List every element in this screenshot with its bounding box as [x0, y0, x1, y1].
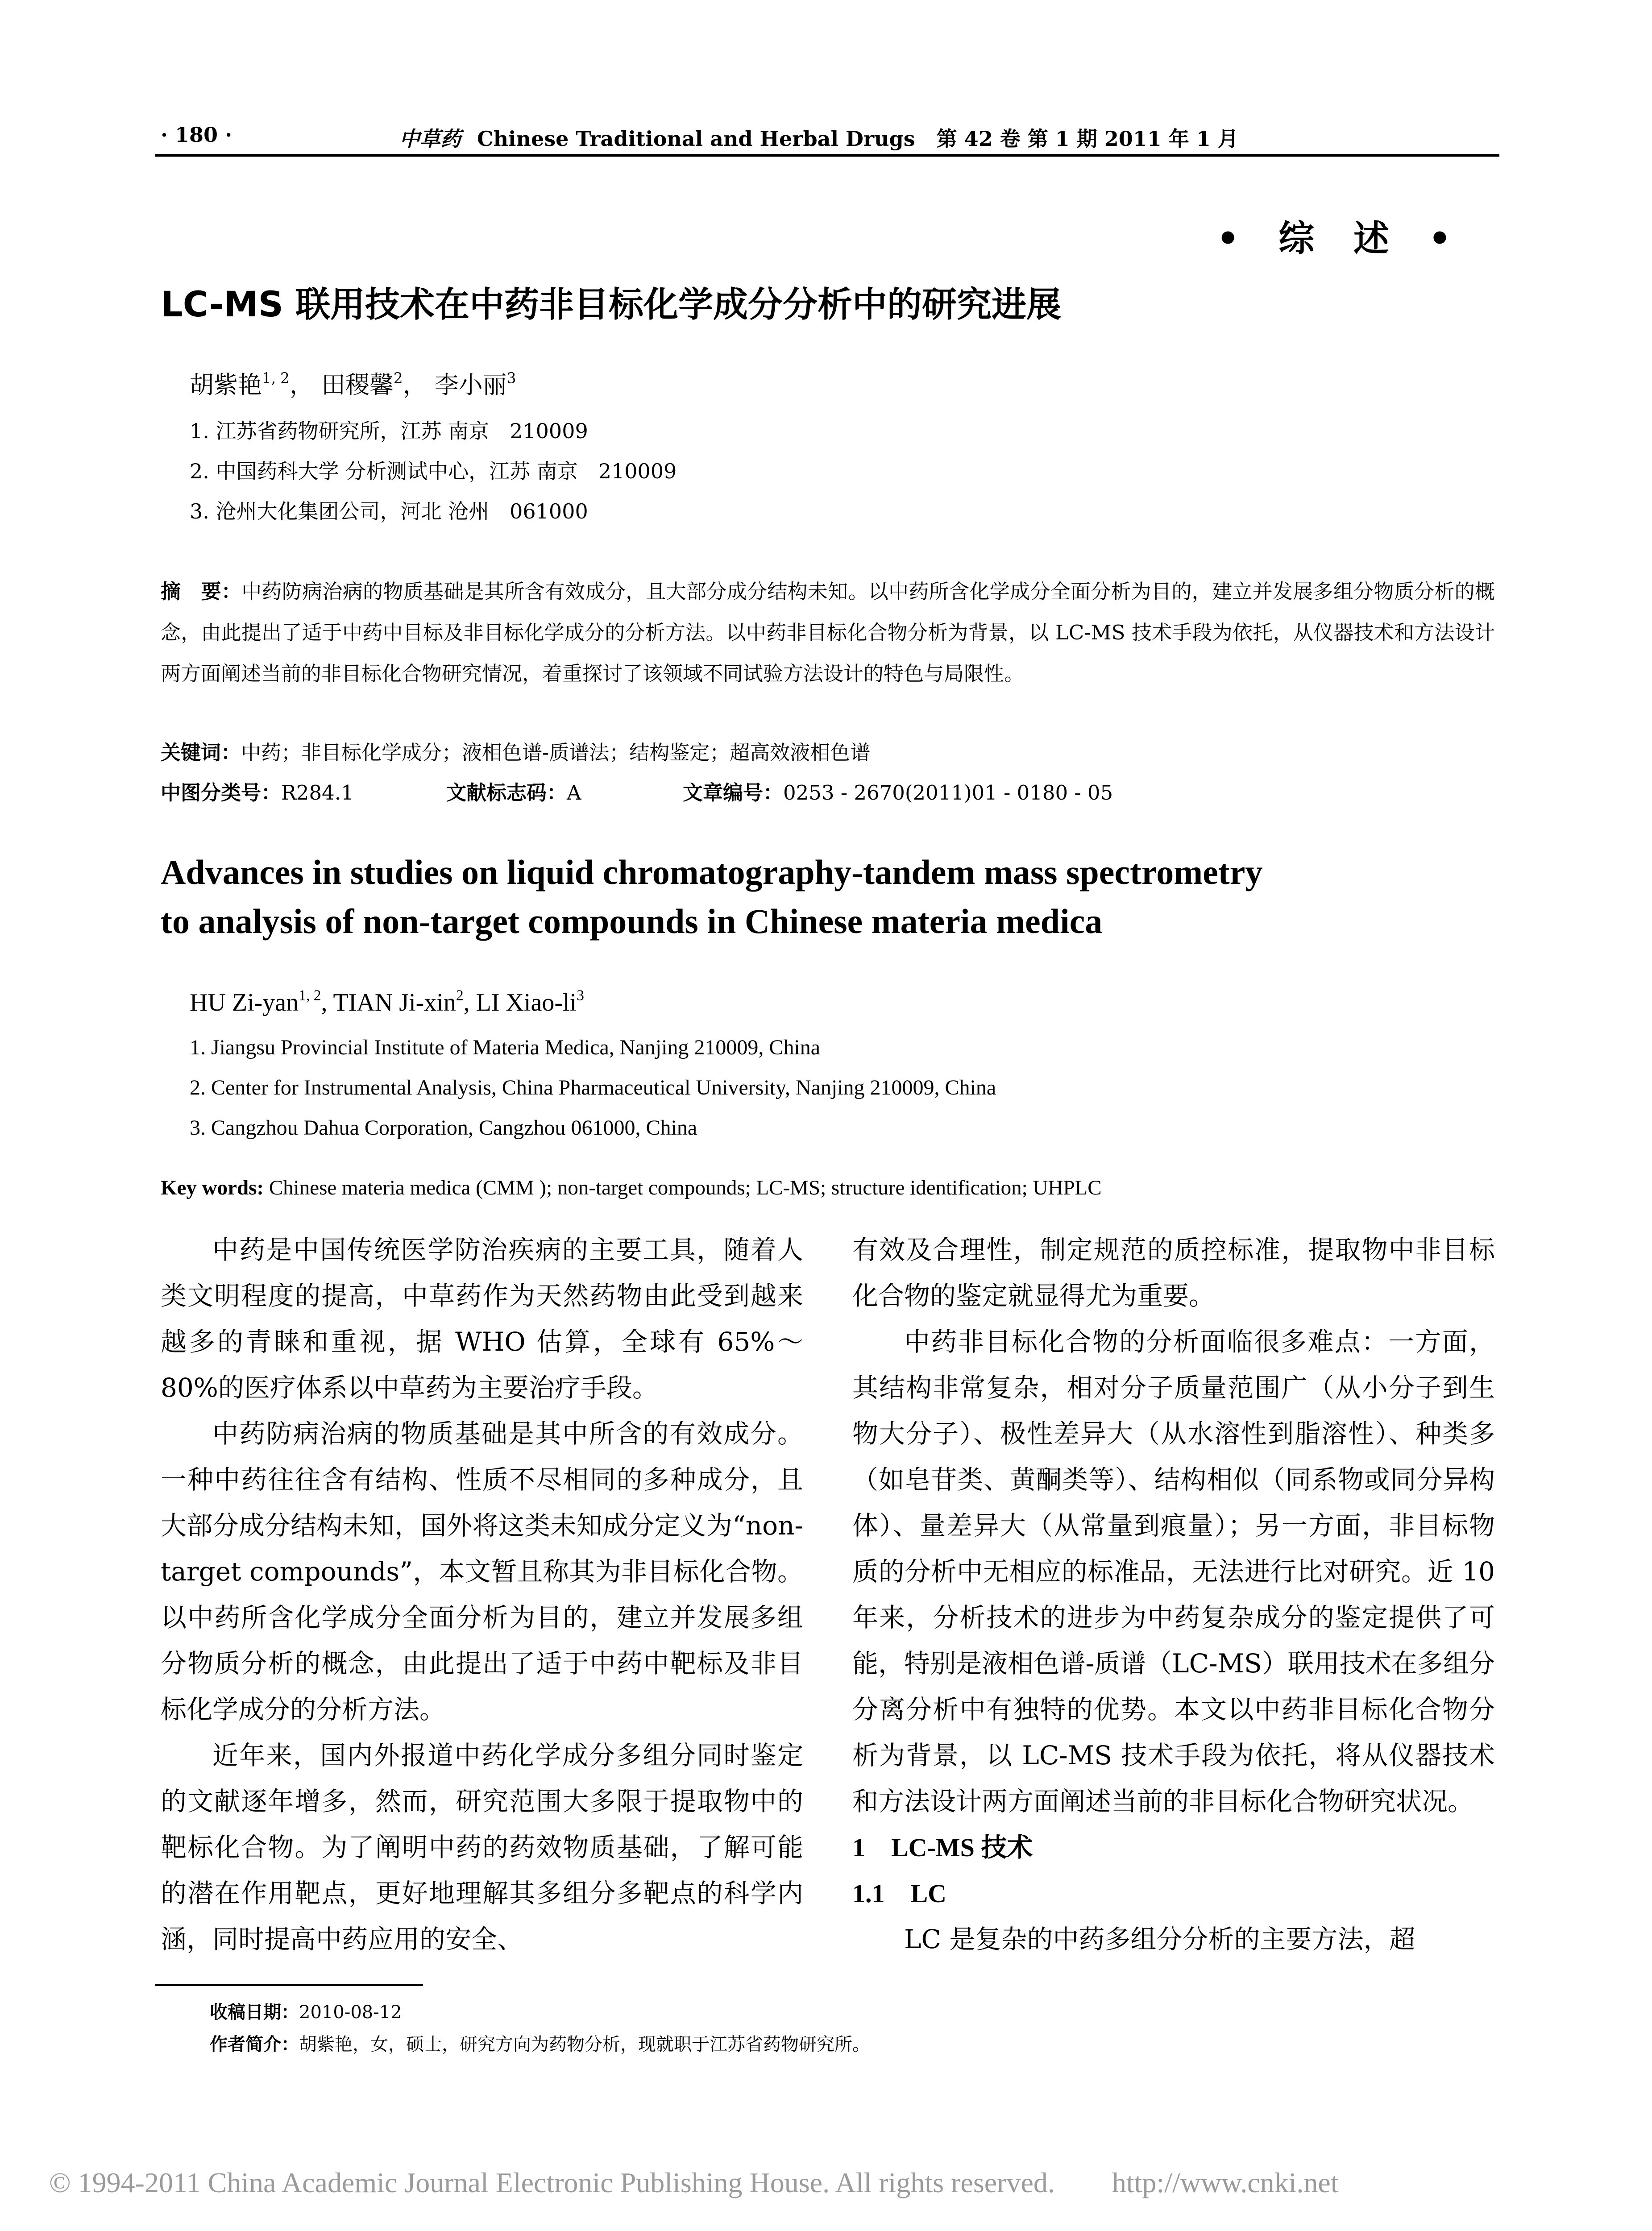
copyright-notice: © 1994-2011 China Academic Journal Electronic Publishing House. All rights reserved. http://www.cnki.net [49, 2167, 1339, 2198]
author-name: LI Xiao-li [476, 989, 577, 1016]
keywords-cn [161, 736, 870, 765]
received-date: 2010-08-12 [299, 2002, 402, 2023]
author-name: 李小丽 [434, 371, 507, 399]
doc-code-value: A [567, 781, 581, 804]
article-number-value: 0253 - 2670(2011)01 - 0180 - 05 [783, 781, 1113, 804]
running-header [399, 123, 1238, 152]
body-paragraph-continuation: 有效及合理性，制定规范的质控标准，提取物中非目标化合物的鉴定就显得尤为重要。 [852, 1235, 1495, 1311]
author-affiliation-mark: 2 [456, 987, 464, 1004]
keywords-text: 中药；非目标化学成分；液相色谱-质谱法；结构鉴定；超高效液相色谱 [241, 741, 871, 764]
body-column-right [852, 1227, 1495, 1962]
article-title-en-line: to analysis of non-target compounds in Chinese materia medica [161, 902, 1103, 941]
keywords-en-text: Chinese materia medica (CMM ); non-target compounds; LC-MS; structure identification; UHPLC [264, 1176, 1102, 1199]
abstract-text: 中药防病治病的物质基础是其所含有效成分，且大部分成分结构未知。以中药所含化学成分全面分析为目的，建立并发展多组分物质分析的概念，由此提出了适于中药中目标及非目标化学成分的分析方法。以中药非目标化合物分析为背景，以 LC-MS 技术手段为依托，从仪器技术和方法设计两方面阐述当前的非目标化合物研究情况，着重探讨了该领域不同试验方法设计的特色与局限性。 [161, 580, 1495, 685]
author-name: 胡紫艳 [190, 371, 262, 399]
author-separator: , [463, 989, 476, 1016]
doc-code-label: 文献标志码： [446, 781, 567, 804]
footnote-rule [155, 1984, 423, 1986]
keywords-en-label: Key words: [161, 1176, 264, 1199]
affiliation-cn: 2. 中国药科大学 分析测试中心，江苏 南京 210009 [190, 459, 677, 483]
author-separator: , [321, 989, 333, 1016]
affiliation-en: 1. Jiangsu Provincial Institute of Materia Medica, Nanjing 210009, China [190, 1036, 821, 1059]
author-separator: ， [403, 371, 427, 399]
section-label: • 综 述 • [1216, 217, 1465, 259]
keywords-label: 关键词： [161, 741, 241, 764]
footnote-author [210, 2030, 870, 2056]
author-affiliation-mark: 3 [577, 987, 584, 1004]
clc-label: 中图分类号： [161, 781, 282, 804]
author-name: TIAN Ji-xin [333, 989, 456, 1016]
journal-issue: 第 42 卷 第 1 期 2011 年 1 月 [936, 127, 1238, 151]
journal-name-en: Chinese Traditional and Herbal Drugs [477, 127, 915, 151]
body-column-left [161, 1227, 803, 1962]
article-title-en-line: Advances in studies on liquid chromatography-tandem mass spectrometry [161, 853, 1263, 892]
page-number: · 180 · [161, 123, 232, 147]
affiliation-en: 3. Cangzhou Dahua Corporation, Cangzhou 061000, China [190, 1116, 697, 1140]
author-name: HU Zi-yan [190, 989, 299, 1016]
author-bio: 胡紫艳，女，硕士，研究方向为药物分析，现就职于江苏省药物研究所。 [299, 2034, 870, 2055]
author-bio-label: 作者简介： [210, 2034, 299, 2055]
clc-value: R284.1 [281, 781, 354, 804]
received-label: 收稿日期： [210, 2002, 299, 2023]
author-affiliation-mark: 3 [506, 369, 516, 387]
body-paragraph: 中药是中国传统医学防治疾病的主要工具，随着人类文明程度的提高，中草药作为天然药物由此受到越来越多的青睐和重视，据 WHO 估算，全球有 65%～80%的医疗体系以中草药为主要治疗手段。 [161, 1235, 803, 1403]
body-paragraph: LC 是复杂的中药多组分分析的主要方法，超 [904, 1924, 1415, 1954]
author-affiliation-mark: 1, 2 [299, 987, 321, 1004]
article-title-cn: LC-MS 联用技术在中药非目标化学成分分析中的研究进展 [161, 285, 1062, 325]
subsection-heading: 1.1 LC [852, 1879, 947, 1908]
abstract-label: 摘 要： [161, 580, 242, 603]
authors-cn [190, 366, 516, 400]
body-paragraph: 中药非目标化合物的分析面临很多难点：一方面，其结构非常复杂，相对分子质量范围广（从小分子到生物大分子）、极性差异大（从水溶性到脂溶性）、种类多（如皂苷类、黄酮类等）、结构相似（同系物或同分异构体）、量差异大（从常量到痕量）；另一方面，非目标物质的分析中无相应的标准品，无法进行比对研究。近 10 年来，分析技术的进步为中药复杂成分的鉴定提供了可能，特别是液相色谱-质谱（LC-MS）联用技术在多组分分离分析中有独特的优势。本文以中药非目标化合物分析为背景，以 LC-MS 技术手段为依托，将从仪器技术和方法设计两方面阐述当前的非目标化合物研究状况。 [852, 1327, 1495, 1816]
footnote-received [210, 1998, 402, 2024]
author-name: 田稷馨 [321, 371, 394, 399]
affiliation-cn: 1. 江苏省药物研究所，江苏 南京 210009 [190, 419, 588, 443]
classification-line [161, 776, 1495, 805]
body-paragraph: 近年来，国内外报道中药化学成分多组分同时鉴定的文献逐年增多，然而，研究范围大多限于提取物中的靶标化合物。为了阐明中药的药效物质基础，了解可能的潜在作用靶点，更好地理解其多组分多靶点的科学内涵，同时提高中药应用的安全、 [161, 1740, 803, 1954]
body-paragraph: 中药防病治病的物质基础是其中所含的有效成分。一种中药往往含有结构、性质不尽相同的多种成分，且大部分成分结构未知，国外将这类未知成分定义为“non-target compounds”，本文暂且称其为非目标化合物。以中药所含化学成分全面分析为目的，建立并发展多组分物质分析的概念，由此提出了适于中药中靶标及非目标化学成分的分析方法。 [161, 1418, 803, 1725]
author-affiliation-mark: 1, 2 [262, 369, 290, 387]
author-separator: ， [289, 371, 314, 399]
affiliation-cn: 3. 沧州大化集团公司，河北 沧州 061000 [190, 499, 588, 523]
section-heading: 1 LC-MS 技术 [852, 1833, 1033, 1862]
authors-en [190, 988, 584, 1017]
journal-name-cn: 中草药 [399, 127, 461, 151]
header-rule [155, 154, 1499, 157]
author-affiliation-mark: 2 [393, 369, 403, 387]
keywords-en [161, 1176, 1102, 1200]
abstract [161, 571, 1495, 694]
affiliation-en: 2. Center for Instrumental Analysis, China Pharmaceutical University, Nanjing 210009, China [190, 1076, 996, 1099]
article-number-label: 文章编号： [683, 781, 784, 804]
